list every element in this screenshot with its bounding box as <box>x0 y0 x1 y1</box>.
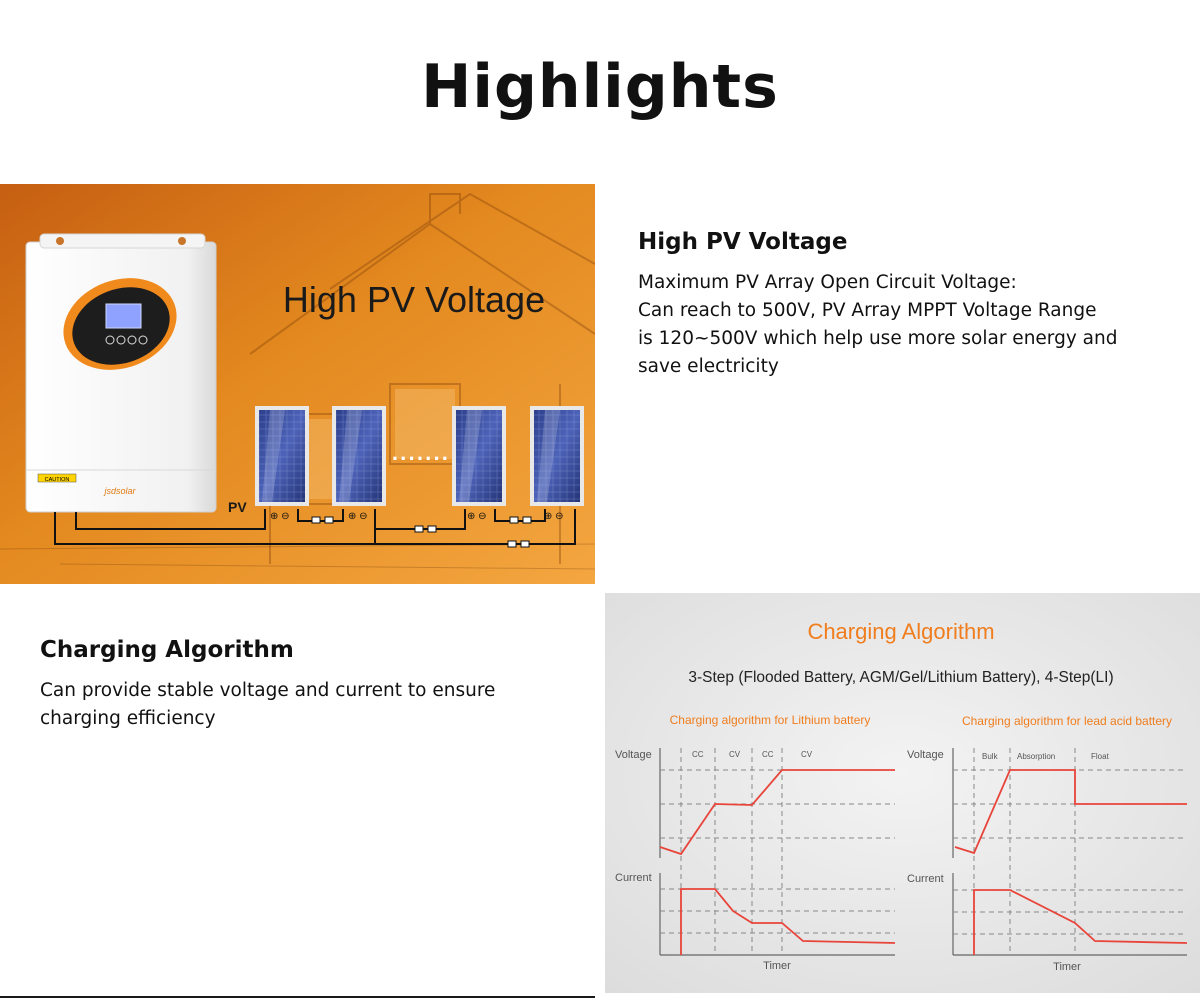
phase-label: Absorption <box>1017 752 1056 761</box>
section-description <box>638 269 1168 381</box>
chart-title: Charging algorithm for Lithium battery <box>669 713 871 727</box>
pv-illustration <box>0 184 595 584</box>
solar-panel <box>530 406 584 506</box>
section-description <box>40 677 560 733</box>
svg-text:⊕ ⊖: ⊕ ⊖ <box>348 511 368 522</box>
phase-label: CC <box>762 750 774 759</box>
svg-text:⊕ ⊖: ⊕ ⊖ <box>544 511 564 522</box>
solar-panel <box>332 406 386 506</box>
section-heading: High PV Voltage <box>638 229 848 255</box>
page-title: Highlights <box>421 52 779 122</box>
section-heading: Charging Algorithm <box>40 637 294 663</box>
voltage-axis-label: Voltage <box>907 749 944 761</box>
high-pv-voltage-section <box>638 229 1168 381</box>
charging-algorithm-section <box>40 637 560 733</box>
time-axis-label: Timer <box>1053 961 1081 973</box>
caution-label: CAUTION <box>44 477 70 483</box>
current-axis-label: Current <box>907 873 944 885</box>
description-line: Maximum PV Array Open Circuit Voltage: <box>638 272 1017 293</box>
pv-label: PV <box>228 499 247 515</box>
current-axis-label: Current <box>615 872 652 884</box>
description-line: charging efficiency <box>40 708 216 729</box>
charging-algorithm-image <box>605 593 1200 993</box>
phase-label: CV <box>801 750 813 759</box>
panel-dots: ······· <box>391 446 451 471</box>
brand-logo: jsdsolar <box>104 486 136 496</box>
description-line: Can reach to 500V, PV Array MPPT Voltage Range <box>638 300 1097 321</box>
diagram-subtitle: 3-Step (Flooded Battery, AGM/Gel/Lithium Battery), 4-Step(LI) <box>688 669 1114 686</box>
high-pv-voltage-image <box>0 184 595 584</box>
time-axis-label: Timer <box>763 960 791 972</box>
description-line: Can provide stable voltage and current to ensure <box>40 680 496 701</box>
pv-overlay-title: High PV Voltage <box>282 279 546 320</box>
phase-label: CV <box>729 750 741 759</box>
solar-panel <box>452 406 506 506</box>
svg-text:⊕ ⊖: ⊕ ⊖ <box>467 511 487 522</box>
inverter-device <box>26 234 216 512</box>
phase-label: Bulk <box>982 752 998 761</box>
charging-diagram <box>605 593 1200 993</box>
description-line: is 120~500V which help use more solar energy and <box>638 328 1118 349</box>
diagram-title: Charging Algorithm <box>807 619 995 644</box>
solar-panel <box>255 406 309 506</box>
voltage-axis-label: Voltage <box>615 749 652 761</box>
svg-text:⊕ ⊖: ⊕ ⊖ <box>270 511 290 522</box>
phase-label: CC <box>692 750 704 759</box>
chart-title: Charging algorithm for lead acid battery <box>961 714 1173 728</box>
bottom-divider <box>0 996 595 998</box>
phase-label: Float <box>1091 752 1109 761</box>
description-line: save electricity <box>638 356 779 377</box>
